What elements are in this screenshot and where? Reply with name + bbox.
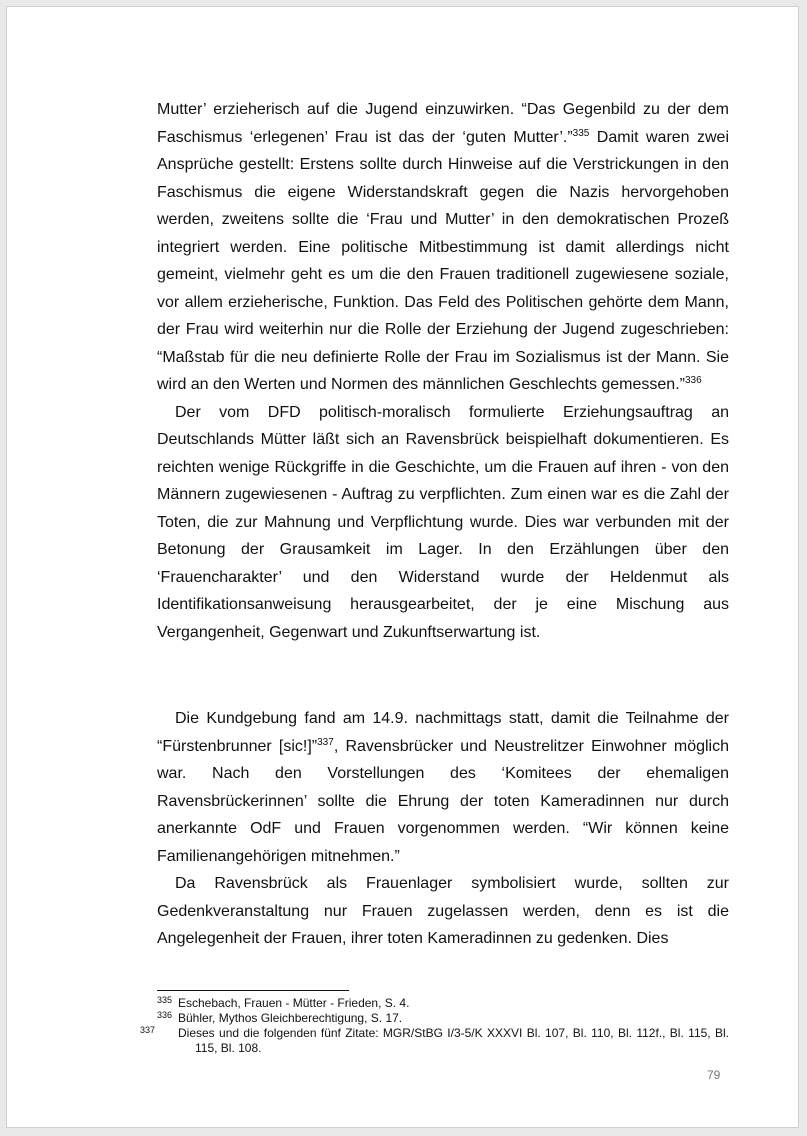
footnote-337: 337 Dieses und die folgenden fünf Zitate: MGR/StBG I/3-5/K XXXVI Bl. 107, Bl. 110, Bl. 112f., Bl. 115, Bl. 115, Bl. 108. [140, 1025, 729, 1055]
footnote-separator [157, 990, 349, 991]
document-page [6, 6, 799, 1128]
footnote-ref-337[interactable]: 337 [317, 736, 334, 748]
main-text [157, 96, 729, 953]
paragraph-3 [157, 705, 729, 870]
footnote-336 [157, 1011, 729, 1026]
footnote-text: Dieses und die folgenden fünf Zitate: MGR/StBG I/3-5/K XXXVI Bl. 107, Bl. 110, Bl. 112f., Bl. 115, Bl. 115, Bl. 108. [178, 1026, 729, 1055]
footnote-number: 336 [157, 1010, 173, 1020]
footnote-ref-335[interactable]: 335 [572, 127, 590, 139]
paragraph-2: Der vom DFD politisch-moralisch formulierte Erziehungsauftrag an Deutschlands Mütter läßt sich an Ravensbrück beispielhaft dokumentieren. Es reichten wenige Rückgriffe in die Geschichte, um die Frauen auf ihren - von den Männern zugewiesenen - Auftrag zu verpflichten. Zum einen war es die Zahl der Toten, die zur Mahnung und Verpflichtung wurde. Dies war verbunden mit der Betonung der Grausamkeit im Lager. In den Erzählungen über den ‘Frauencharakter’ und den Widerstand wurde der Heldenmut als Identifikationsanweisung herausgearbeitet, der je eine Mischung aus Vergangenheit, Gegenwart und Zukunftserwartung ist. [157, 403, 729, 641]
paragraph-1 [157, 96, 729, 399]
paragraph-4: Da Ravensbrück als Frauenlager symbolisiert wurde, sollten zur Gedenkveranstaltung nur Frauen zugelassen werden, denn es ist die Angelegenheit der Frauen, ihrer toten Kameradinnen zu gedenken. Dies [157, 875, 729, 947]
section-heading [157, 673, 729, 695]
footnote-335 [157, 996, 729, 1011]
paragraph-3-text-b: , Ravensbrücker und Neustrelitzer Einwohner möglich war. Nach den Vorstellungen des ‘Komitees der ehemaligen Ravensbrückerinnen’ sollte die Ehrung der toten Kameradinnen nur durch anerkannte OdF und Frauen vorgenommen werden. “Wir können keine Familienangehörigen mitnehmen.” [157, 737, 729, 865]
paragraph-1-text-b: Damit waren zwei Ansprüche gestellt: Erstens sollte durch Hinweise auf die Verstrickungen in den Faschismus die eigene Widerstandskraft gegen die Nazis hervorgehoben werden, zweitens sollte die ‘Frau und Mutter’ in den demokratischen Prozeß integriert werden. Eine politische Mitbestimmung ist damit allerdings nicht gemeint, vielmehr geht es um die den Frauen traditionell zugewiesene soziale, vor allem erzieherische, Funktion. Das Feld des Politischen gehörte dem Mann, der Frau wird weiterhin nur die Rolle der Erziehung der Jugend zugeschrieben: “Maßstab für die neu definierte Rolle der Frau im Sozialismus ist der Mann. Sie wird an den Werten und Normen des männlichen Geschlechts gemessen.” [157, 128, 729, 393]
footnote-text: Bühler, Mythos Gleichberechtigung, S. 17. [178, 1011, 403, 1025]
footnote-ref-336[interactable]: 336 [684, 375, 702, 386]
paragraph-1-text-a: Mutter’ erzieherisch auf die Jugend einzuwirken. “Das Gegenbild zu der dem Faschismus ‘erlegenen’ Frau ist das der ‘guten Mutter’.” [157, 101, 729, 146]
footnotes [140, 995, 729, 1056]
footnote-text: Eschebach, Frauen - Mütter - Frieden, S. 4. [178, 996, 410, 1010]
paragraph-3-text-a: Die Kundgebung fand am 14.9. nachmittags statt, damit die Teilnahme der “Fürstenbrunner [sic!]” [157, 710, 729, 755]
footnote-number: 335 [157, 995, 173, 1005]
page-number: 79 [707, 1068, 721, 1082]
